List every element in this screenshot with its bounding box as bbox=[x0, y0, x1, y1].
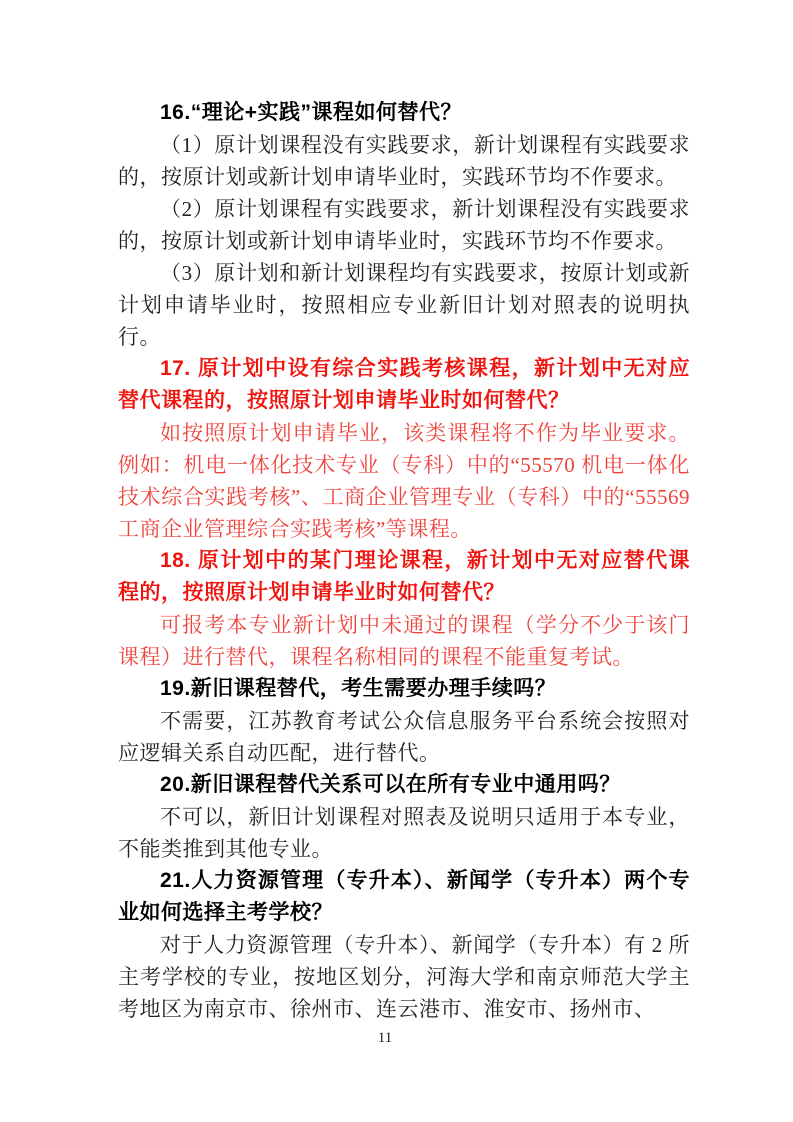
answer-paragraph: 不可以，新旧计划课程对照表及说明只适用于本专业，不能类推到其他专业。 bbox=[118, 805, 690, 861]
answer-paragraph: 如按照原计划申请毕业，该类课程将不作为毕业要求。例如：机电一体化技术专业（专科）中的“55570 机电一体化技术综合实践考核”、工商企业管理专业（专科）中的“55569 工商企业管理综合实践考核”等课程。 bbox=[118, 421, 690, 541]
answer-paragraph: 可报考本专业新计划中未通过的课程（学分不少于该门课程）进行替代，课程名称相同的课程不能重复考试。 bbox=[118, 613, 690, 669]
question-heading: 18. 原计划中的某门理论课程，新计划中无对应替代课程的，按照原计划申请毕业时如何替代？ bbox=[118, 549, 690, 604]
answer-paragraph: （1）原计划课程没有实践要求，新计划课程有实践要求的，按原计划或新计划申请毕业时，实践环节均不作要求。 bbox=[118, 133, 690, 189]
answer-paragraph: 对于人力资源管理（专升本）、新闻学（专升本）有 2 所主考学校的专业，按地区划分，河海大学和南京师范大学主考地区为南京市、徐州市、连云港市、淮安市、扬州市、 bbox=[118, 933, 690, 1021]
question-heading: 16.“理论+实践”课程如何替代？ bbox=[160, 101, 462, 124]
answer-paragraph: （2）原计划课程有实践要求，新计划课程没有实践要求的，按原计划或新计划申请毕业时，实践环节均不作要求。 bbox=[118, 197, 690, 253]
question-heading: 20.新旧课程替代关系可以在所有专业中通用吗？ bbox=[160, 773, 621, 796]
answer-paragraph: 不需要，江苏教育考试公众信息服务平台系统会按照对应逻辑关系自动匹配，进行替代。 bbox=[118, 709, 690, 765]
question-heading: 19.新旧课程替代，考生需要办理手续吗？ bbox=[160, 677, 557, 700]
page-number: 11 bbox=[377, 1030, 393, 1046]
document-body bbox=[118, 97, 690, 1025]
answer-paragraph: （3）原计划和新计划课程均有实践要求，按原计划或新计划申请毕业时，按照相应专业新旧计划对照表的说明执行。 bbox=[118, 261, 690, 349]
question-heading: 21.人力资源管理（专升本）、新闻学（专升本）两个专业如何选择主考学校？ bbox=[118, 869, 690, 924]
question-heading: 17. 原计划中设有综合实践考核课程，新计划中无对应替代课程的，按照原计划申请毕业时如何替代？ bbox=[118, 357, 690, 412]
